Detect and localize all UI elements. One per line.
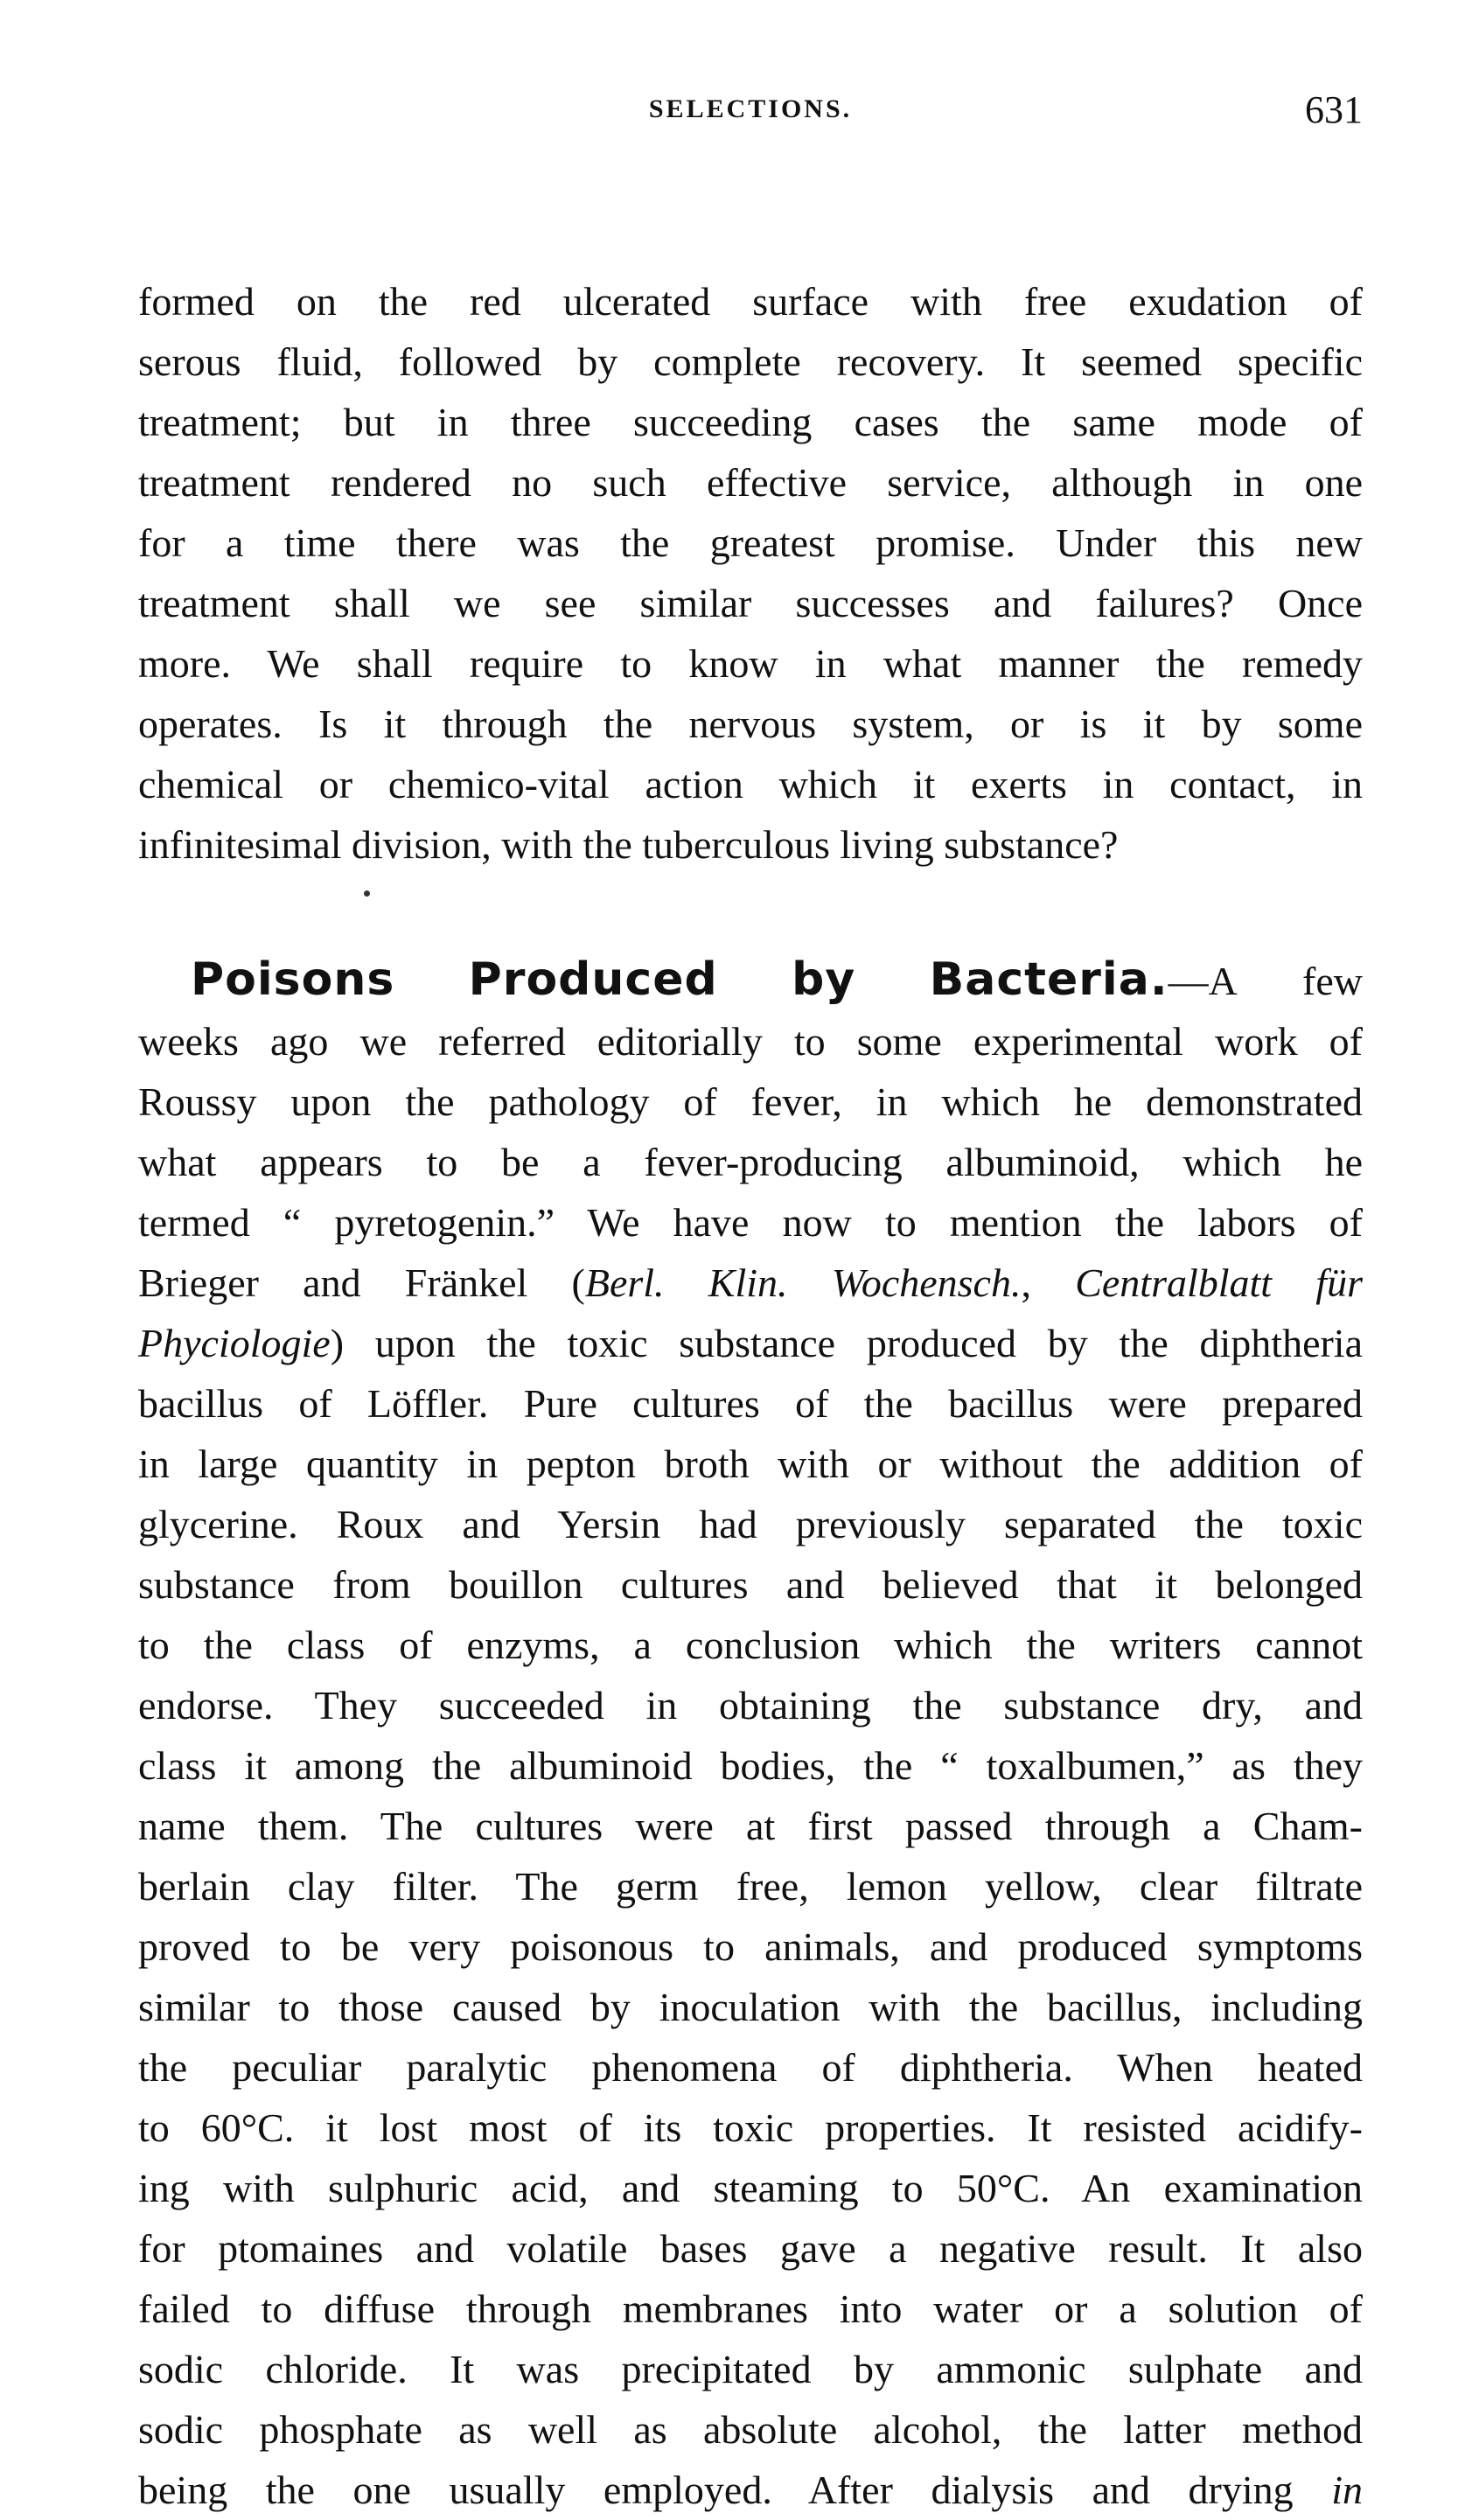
text-line: failed to diffuse through membranes into water or a solution of — [138, 2286, 1363, 2331]
section-poisons-bacteria — [138, 950, 1363, 2520]
heading-dash: — — [1168, 959, 1209, 1003]
text-line: berlain clay filter. The germ free, lemon yellow, clear filtrate — [138, 1864, 1363, 1909]
text-line: sodic phosphate as well as absolute alcohol, the latter method — [138, 2407, 1363, 2452]
text-line: weeks ago we referred editorially to some experimental work of — [138, 1019, 1363, 1064]
text-line: proved to be very poisonous to animals, and produced symptoms — [138, 1924, 1363, 1969]
final-line-text: being the one usually employed. After dialysis and drying — [138, 2468, 1294, 2512]
text-line: treatment rendered no such effective service, although in one — [138, 460, 1363, 505]
text-line: serous fluid, followed by complete recovery. It seemed specific — [138, 339, 1363, 384]
text-line: bacillus of Löffler. Pure cultures of the bacillus were prepared — [138, 1381, 1363, 1426]
text-line: class it among the albuminoid bodies, the “ toxalbumen,” as they — [138, 1743, 1363, 1788]
text-line: sodic chloride. It was precipitated by ammonic sulphate and — [138, 2347, 1363, 2391]
stray-mark — [364, 890, 370, 897]
text-line — [138, 2460, 1363, 2520]
text-line: the peculiar paralytic phenomena of diphtheria. When heated — [138, 2045, 1363, 2090]
text-line: to the class of enzyms, a conclusion which the writers cannot — [138, 1623, 1363, 1667]
running-title: SELECTIONS. — [648, 94, 853, 123]
text-line: Roussy upon the pathology of fever, in which he demonstrated — [138, 1079, 1363, 1124]
text-line: name them. The cultures were at first passed through a Cham- — [138, 1804, 1363, 1848]
paragraph-continued — [138, 271, 1363, 875]
text-line: substance from bouillon cultures and believed that it belonged — [138, 1562, 1363, 1607]
text-line: ing with sulphuric acid, and steaming to 50°C. An examination — [138, 2166, 1363, 2210]
text-line: similar to those caused by inoculation with the bacillus, including — [138, 1985, 1363, 2029]
text-line: more. We shall require to know in what manner the remedy — [138, 641, 1363, 686]
running-head — [138, 87, 1363, 140]
citation-separator: , — [1021, 1260, 1076, 1305]
page-number: 631 — [1305, 88, 1363, 131]
text-line: for a time there was the greatest promise. Under this new — [138, 520, 1363, 565]
heading-line-text: A few — [1208, 959, 1364, 1003]
text-line: glycerine. Roux and Yersin had previously separated the toxic — [138, 1502, 1363, 1546]
text-line: treatment shall we see similar successes and failures? Once — [138, 581, 1363, 625]
journal-title: Berl. Klin. Wochensch. — [584, 1260, 1022, 1305]
citation-line — [138, 1313, 1363, 1373]
citation-text: Brieger and Fränkel ( — [138, 1260, 585, 1305]
text-line: for ptomaines and volatile bases gave a negative result. It also — [138, 2226, 1363, 2271]
text-line: formed on the red ulcerated surface with free exudation of — [138, 279, 1363, 324]
text-line: infinitesimal division, with the tuberculous living substance? — [138, 822, 1119, 867]
citation-text: ) upon the toxic substance produced by the diphtheria — [330, 1321, 1363, 1365]
text-line: in large quantity in pepton broth with or without the addition of — [138, 1441, 1363, 1486]
final-line-italic: in — [1331, 2468, 1363, 2512]
section-gap — [138, 875, 1363, 950]
text-line: endorse. They succeeded in obtaining the substance dry, and — [138, 1683, 1363, 1728]
text-line: to 60°C. it lost most of its toxic properties. It resisted acidify- — [138, 2105, 1363, 2150]
citation-line — [138, 1253, 1363, 1313]
heading-line — [138, 950, 1363, 1011]
journal-title: Centralblatt für — [1075, 1260, 1363, 1305]
text-line: treatment; but in three succeeding cases the same mode of — [138, 400, 1363, 444]
text-line: what appears to be a fever-producing albuminoid, which he — [138, 1140, 1363, 1184]
text-line: termed “ pyretogenin.” We have now to mention the labors of — [138, 1200, 1363, 1245]
section-heading: Poisons Produced by Bacteria. — [191, 953, 1169, 1006]
journal-title: Phyciologie — [138, 1321, 331, 1365]
text-line: chemical or chemico-vital action which it exerts in contact, in — [138, 762, 1363, 806]
text-line: operates. Is it through the nervous system, or is it by some — [138, 702, 1363, 746]
book-page — [138, 87, 1363, 2520]
